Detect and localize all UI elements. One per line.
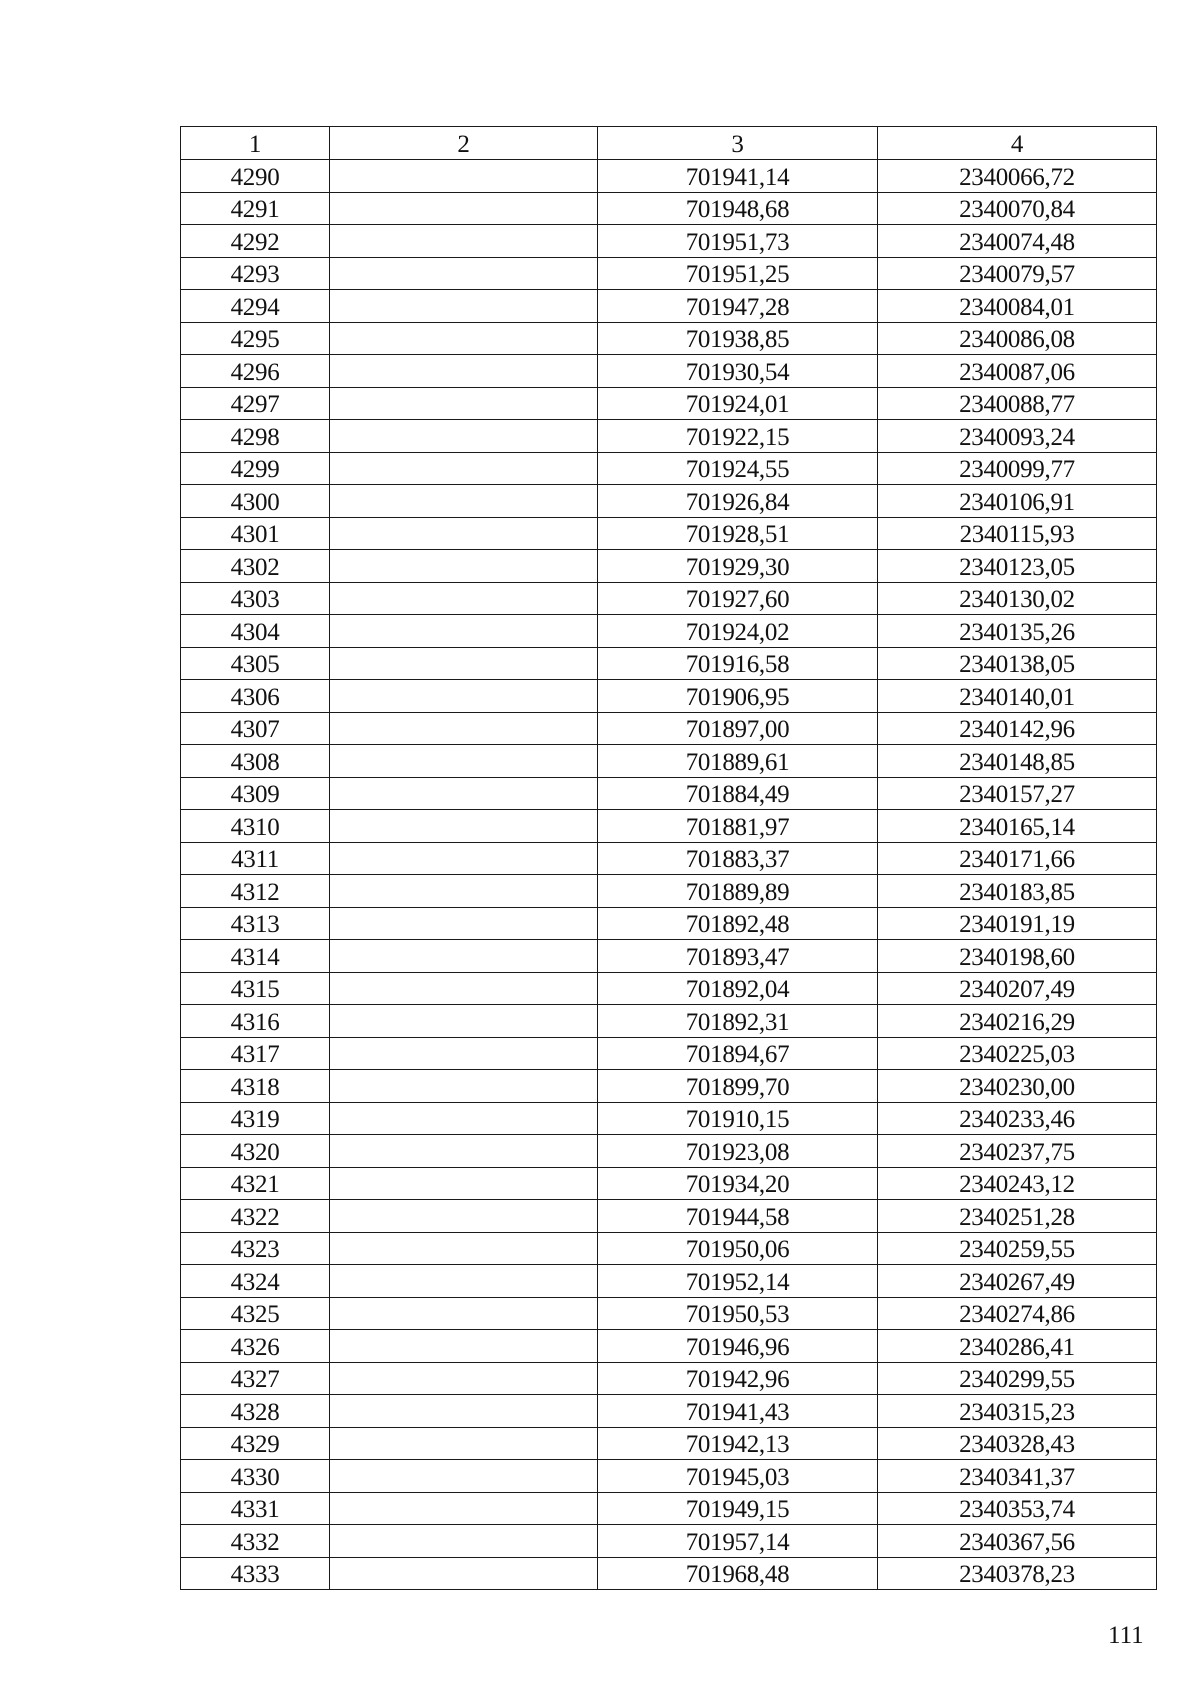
table-row	[181, 1297, 1157, 1330]
table-row	[181, 647, 1157, 680]
x-coordinate-cell: 701942,13	[598, 1427, 878, 1460]
point-number-cell: 4304	[181, 615, 330, 648]
table-row	[181, 517, 1157, 550]
point-number-cell: 4323	[181, 1232, 330, 1265]
x-coordinate-cell: 701906,95	[598, 680, 878, 713]
x-coordinate-cell: 701922,15	[598, 420, 878, 453]
point-number-cell: 4307	[181, 712, 330, 745]
point-number-cell: 4291	[181, 192, 330, 225]
table-row	[181, 1525, 1157, 1558]
description-cell	[330, 1135, 598, 1168]
x-coordinate-cell: 701884,49	[598, 777, 878, 810]
point-number-cell: 4319	[181, 1102, 330, 1135]
description-cell	[330, 972, 598, 1005]
x-coordinate-cell: 701924,02	[598, 615, 878, 648]
x-coordinate-cell: 701934,20	[598, 1167, 878, 1200]
description-cell	[330, 777, 598, 810]
y-coordinate-cell: 2340070,84	[878, 192, 1157, 225]
x-coordinate-cell: 701952,14	[598, 1265, 878, 1298]
x-coordinate-cell: 701924,55	[598, 452, 878, 485]
x-coordinate-cell: 701945,03	[598, 1460, 878, 1493]
x-coordinate-cell: 701924,01	[598, 387, 878, 420]
description-cell	[330, 1102, 598, 1135]
description-cell	[330, 1297, 598, 1330]
description-cell	[330, 290, 598, 323]
y-coordinate-cell: 2340367,56	[878, 1525, 1157, 1558]
y-coordinate-cell: 2340148,85	[878, 745, 1157, 778]
y-coordinate-cell: 2340086,08	[878, 322, 1157, 355]
x-coordinate-cell: 701889,61	[598, 745, 878, 778]
table-row	[181, 452, 1157, 485]
y-coordinate-cell: 2340115,93	[878, 517, 1157, 550]
point-number-cell: 4309	[181, 777, 330, 810]
point-number-cell: 4300	[181, 485, 330, 518]
table-row	[181, 160, 1157, 193]
description-cell	[330, 485, 598, 518]
description-cell	[330, 647, 598, 680]
y-coordinate-cell: 2340088,77	[878, 387, 1157, 420]
description-cell	[330, 192, 598, 225]
y-coordinate-cell: 2340084,01	[878, 290, 1157, 323]
y-coordinate-cell: 2340140,01	[878, 680, 1157, 713]
header-col-3: 3	[598, 127, 878, 160]
point-number-cell: 4296	[181, 355, 330, 388]
point-number-cell: 4290	[181, 160, 330, 193]
description-cell	[330, 1265, 598, 1298]
y-coordinate-cell: 2340198,60	[878, 940, 1157, 973]
description-cell	[330, 712, 598, 745]
description-cell	[330, 745, 598, 778]
y-coordinate-cell: 2340328,43	[878, 1427, 1157, 1460]
y-coordinate-cell: 2340216,29	[878, 1005, 1157, 1038]
x-coordinate-cell: 701950,53	[598, 1297, 878, 1330]
x-coordinate-cell: 701951,25	[598, 257, 878, 290]
table-row	[181, 322, 1157, 355]
description-cell	[330, 1005, 598, 1038]
point-number-cell: 4299	[181, 452, 330, 485]
point-number-cell: 4311	[181, 842, 330, 875]
point-number-cell: 4326	[181, 1330, 330, 1363]
table-body	[181, 160, 1157, 1590]
x-coordinate-cell: 701928,51	[598, 517, 878, 550]
table-row	[181, 745, 1157, 778]
description-cell	[330, 355, 598, 388]
table-row	[181, 1232, 1157, 1265]
point-number-cell: 4297	[181, 387, 330, 420]
table-row	[181, 940, 1157, 973]
description-cell	[330, 1070, 598, 1103]
page-number: 111	[1108, 1622, 1144, 1649]
description-cell	[330, 615, 598, 648]
description-cell	[330, 680, 598, 713]
description-cell	[330, 225, 598, 258]
description-cell	[330, 1037, 598, 1070]
point-number-cell: 4328	[181, 1395, 330, 1428]
description-cell	[330, 582, 598, 615]
y-coordinate-cell: 2340299,55	[878, 1362, 1157, 1395]
x-coordinate-cell: 701894,67	[598, 1037, 878, 1070]
y-coordinate-cell: 2340207,49	[878, 972, 1157, 1005]
y-coordinate-cell: 2340230,00	[878, 1070, 1157, 1103]
y-coordinate-cell: 2340183,85	[878, 875, 1157, 908]
x-coordinate-cell: 701926,84	[598, 485, 878, 518]
point-number-cell: 4301	[181, 517, 330, 550]
table-row	[181, 972, 1157, 1005]
x-coordinate-cell: 701899,70	[598, 1070, 878, 1103]
description-cell	[330, 1525, 598, 1558]
description-cell	[330, 257, 598, 290]
y-coordinate-cell: 2340341,37	[878, 1460, 1157, 1493]
point-number-cell: 4302	[181, 550, 330, 583]
description-cell	[330, 1492, 598, 1525]
point-number-cell: 4331	[181, 1492, 330, 1525]
y-coordinate-cell: 2340315,23	[878, 1395, 1157, 1428]
y-coordinate-cell: 2340225,03	[878, 1037, 1157, 1070]
x-coordinate-cell: 701968,48	[598, 1557, 878, 1590]
table-row	[181, 875, 1157, 908]
table-row	[181, 842, 1157, 875]
y-coordinate-cell: 2340233,46	[878, 1102, 1157, 1135]
description-cell	[330, 160, 598, 193]
description-cell	[330, 1232, 598, 1265]
description-cell	[330, 1395, 598, 1428]
table-row	[181, 1102, 1157, 1135]
y-coordinate-cell: 2340066,72	[878, 160, 1157, 193]
description-cell	[330, 842, 598, 875]
description-cell	[330, 875, 598, 908]
table-row	[181, 1362, 1157, 1395]
description-cell	[330, 1362, 598, 1395]
y-coordinate-cell: 2340353,74	[878, 1492, 1157, 1525]
point-number-cell: 4298	[181, 420, 330, 453]
y-coordinate-cell: 2340135,26	[878, 615, 1157, 648]
point-number-cell: 4320	[181, 1135, 330, 1168]
x-coordinate-cell: 701929,30	[598, 550, 878, 583]
x-coordinate-cell: 701893,47	[598, 940, 878, 973]
table-row	[181, 777, 1157, 810]
table-row	[181, 355, 1157, 388]
y-coordinate-cell: 2340267,49	[878, 1265, 1157, 1298]
x-coordinate-cell: 701892,48	[598, 907, 878, 940]
table-row	[181, 1265, 1157, 1298]
y-coordinate-cell: 2340123,05	[878, 550, 1157, 583]
point-number-cell: 4324	[181, 1265, 330, 1298]
table-row	[181, 582, 1157, 615]
y-coordinate-cell: 2340191,19	[878, 907, 1157, 940]
y-coordinate-cell: 2340286,41	[878, 1330, 1157, 1363]
y-coordinate-cell: 2340106,91	[878, 485, 1157, 518]
table-row	[181, 1200, 1157, 1233]
description-cell	[330, 517, 598, 550]
description-cell	[330, 907, 598, 940]
x-coordinate-cell: 701938,85	[598, 322, 878, 355]
y-coordinate-cell: 2340171,66	[878, 842, 1157, 875]
x-coordinate-cell: 701944,58	[598, 1200, 878, 1233]
table-row	[181, 1492, 1157, 1525]
table-row	[181, 810, 1157, 843]
y-coordinate-cell: 2340274,86	[878, 1297, 1157, 1330]
description-cell	[330, 1330, 598, 1363]
y-coordinate-cell: 2340074,48	[878, 225, 1157, 258]
table-row	[181, 907, 1157, 940]
point-number-cell: 4315	[181, 972, 330, 1005]
point-number-cell: 4325	[181, 1297, 330, 1330]
table-row	[181, 290, 1157, 323]
point-number-cell: 4310	[181, 810, 330, 843]
y-coordinate-cell: 2340259,55	[878, 1232, 1157, 1265]
description-cell	[330, 550, 598, 583]
point-number-cell: 4308	[181, 745, 330, 778]
x-coordinate-cell: 701881,97	[598, 810, 878, 843]
point-number-cell: 4322	[181, 1200, 330, 1233]
point-number-cell: 4332	[181, 1525, 330, 1558]
x-coordinate-cell: 701942,96	[598, 1362, 878, 1395]
y-coordinate-cell: 2340243,12	[878, 1167, 1157, 1200]
table-row	[181, 1135, 1157, 1168]
x-coordinate-cell: 701892,04	[598, 972, 878, 1005]
x-coordinate-cell: 701889,89	[598, 875, 878, 908]
x-coordinate-cell: 701941,43	[598, 1395, 878, 1428]
x-coordinate-cell: 701946,96	[598, 1330, 878, 1363]
point-number-cell: 4303	[181, 582, 330, 615]
description-cell	[330, 1557, 598, 1590]
table-row	[181, 1070, 1157, 1103]
description-cell	[330, 1427, 598, 1460]
table-row	[181, 1460, 1157, 1493]
table-row	[181, 615, 1157, 648]
table-row	[181, 680, 1157, 713]
x-coordinate-cell: 701897,00	[598, 712, 878, 745]
x-coordinate-cell: 701947,28	[598, 290, 878, 323]
y-coordinate-cell: 2340251,28	[878, 1200, 1157, 1233]
table-row	[181, 1557, 1157, 1590]
x-coordinate-cell: 701957,14	[598, 1525, 878, 1558]
point-number-cell: 4329	[181, 1427, 330, 1460]
x-coordinate-cell: 701923,08	[598, 1135, 878, 1168]
table-row	[181, 550, 1157, 583]
description-cell	[330, 940, 598, 973]
description-cell	[330, 1200, 598, 1233]
y-coordinate-cell: 2340165,14	[878, 810, 1157, 843]
header-col-2: 2	[330, 127, 598, 160]
x-coordinate-cell: 701883,37	[598, 842, 878, 875]
point-number-cell: 4321	[181, 1167, 330, 1200]
x-coordinate-cell: 701949,15	[598, 1492, 878, 1525]
description-cell	[330, 1460, 598, 1493]
point-number-cell: 4305	[181, 647, 330, 680]
x-coordinate-cell: 701941,14	[598, 160, 878, 193]
y-coordinate-cell: 2340087,06	[878, 355, 1157, 388]
point-number-cell: 4313	[181, 907, 330, 940]
point-number-cell: 4330	[181, 1460, 330, 1493]
table-row	[181, 1330, 1157, 1363]
table-row	[181, 420, 1157, 453]
x-coordinate-cell: 701910,15	[598, 1102, 878, 1135]
description-cell	[330, 1167, 598, 1200]
y-coordinate-cell: 2340130,02	[878, 582, 1157, 615]
description-cell	[330, 322, 598, 355]
x-coordinate-cell: 701916,58	[598, 647, 878, 680]
table-row	[181, 712, 1157, 745]
table-row	[181, 1037, 1157, 1070]
point-number-cell: 4292	[181, 225, 330, 258]
x-coordinate-cell: 701892,31	[598, 1005, 878, 1038]
point-number-cell: 4316	[181, 1005, 330, 1038]
y-coordinate-cell: 2340138,05	[878, 647, 1157, 680]
point-number-cell: 4333	[181, 1557, 330, 1590]
table-row	[181, 1427, 1157, 1460]
table-row	[181, 192, 1157, 225]
coordinates-table	[180, 126, 1157, 1590]
table-row	[181, 257, 1157, 290]
table-header	[181, 127, 1157, 160]
y-coordinate-cell: 2340099,77	[878, 452, 1157, 485]
x-coordinate-cell: 701927,60	[598, 582, 878, 615]
point-number-cell: 4294	[181, 290, 330, 323]
table-row	[181, 1167, 1157, 1200]
x-coordinate-cell: 701950,06	[598, 1232, 878, 1265]
header-col-4: 4	[878, 127, 1157, 160]
table-row	[181, 485, 1157, 518]
description-cell	[330, 452, 598, 485]
description-cell	[330, 387, 598, 420]
x-coordinate-cell: 701948,68	[598, 192, 878, 225]
table-row	[181, 1395, 1157, 1428]
y-coordinate-cell: 2340093,24	[878, 420, 1157, 453]
y-coordinate-cell: 2340378,23	[878, 1557, 1157, 1590]
point-number-cell: 4317	[181, 1037, 330, 1070]
table-row	[181, 225, 1157, 258]
point-number-cell: 4295	[181, 322, 330, 355]
table-row	[181, 387, 1157, 420]
point-number-cell: 4327	[181, 1362, 330, 1395]
point-number-cell: 4318	[181, 1070, 330, 1103]
y-coordinate-cell: 2340142,96	[878, 712, 1157, 745]
table-row	[181, 1005, 1157, 1038]
description-cell	[330, 420, 598, 453]
point-number-cell: 4314	[181, 940, 330, 973]
y-coordinate-cell: 2340079,57	[878, 257, 1157, 290]
header-row	[181, 127, 1157, 160]
y-coordinate-cell: 2340237,75	[878, 1135, 1157, 1168]
description-cell	[330, 810, 598, 843]
x-coordinate-cell: 701951,73	[598, 225, 878, 258]
x-coordinate-cell: 701930,54	[598, 355, 878, 388]
y-coordinate-cell: 2340157,27	[878, 777, 1157, 810]
point-number-cell: 4293	[181, 257, 330, 290]
point-number-cell: 4306	[181, 680, 330, 713]
header-col-1: 1	[181, 127, 330, 160]
point-number-cell: 4312	[181, 875, 330, 908]
